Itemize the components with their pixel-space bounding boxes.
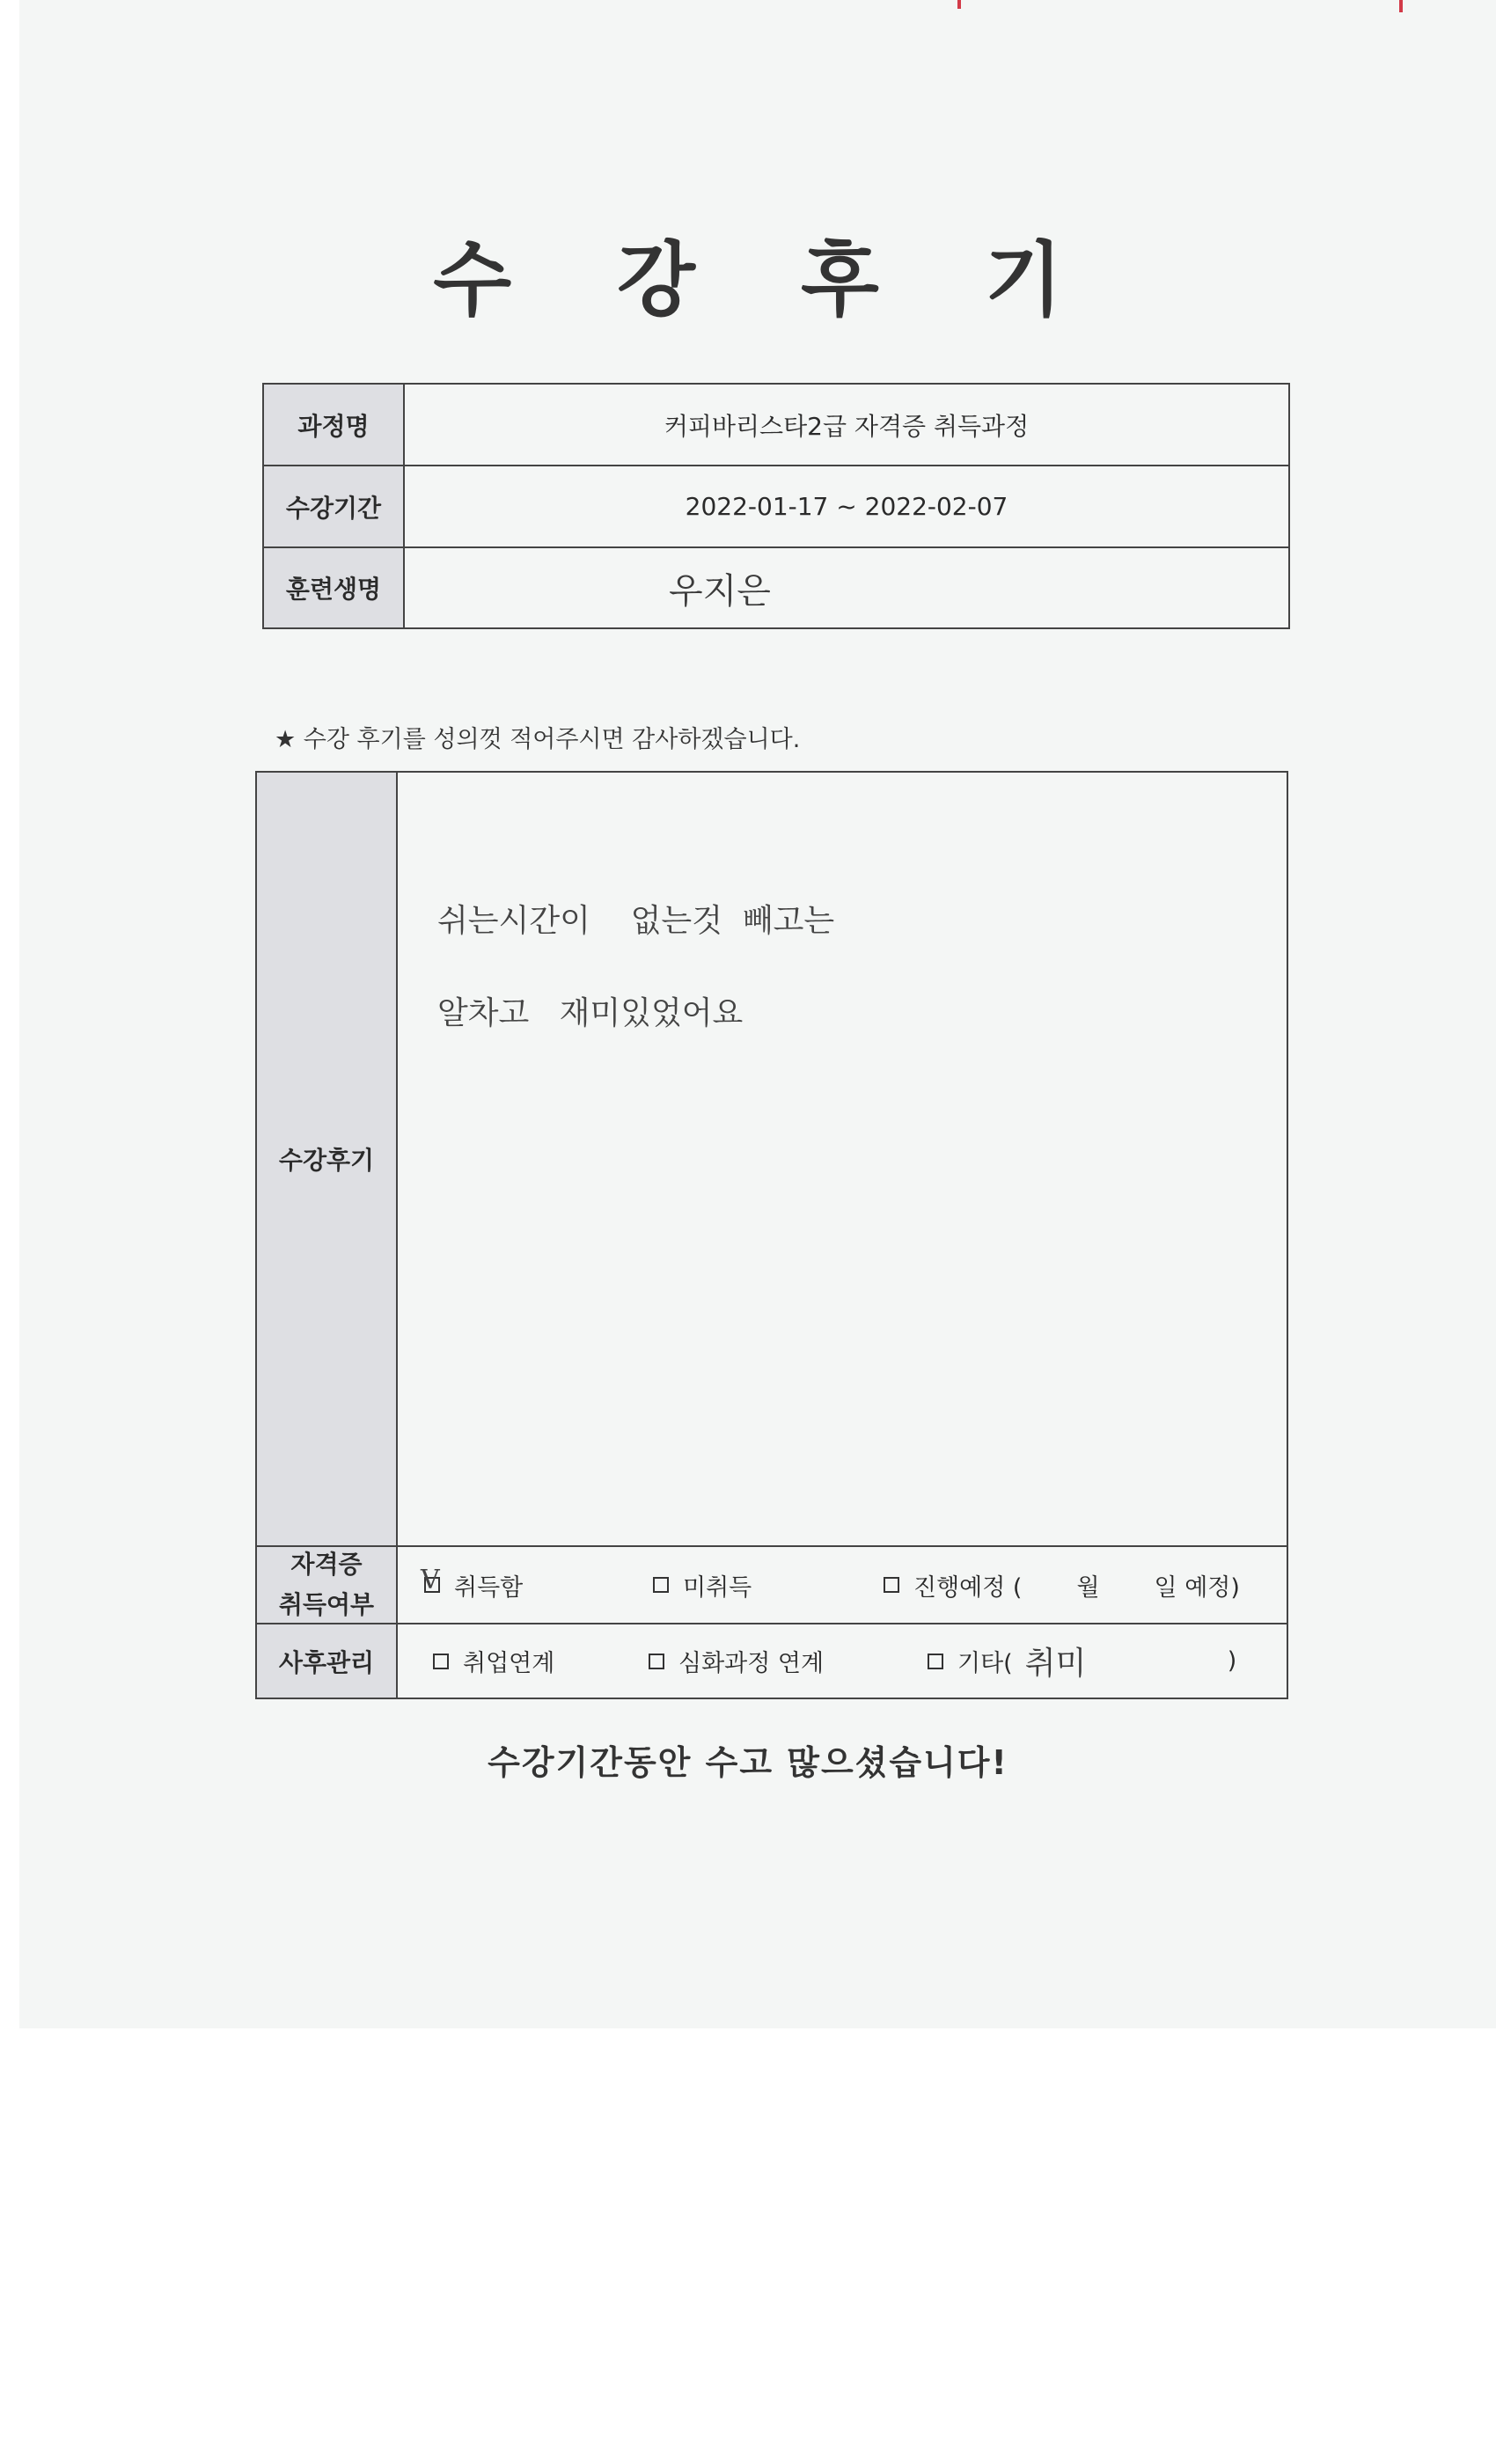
option-not-acquired[interactable] — [653, 1568, 884, 1602]
option-other-prefix: 기타( — [957, 1650, 1013, 1677]
option-advanced-course[interactable] — [649, 1644, 928, 1678]
edge-mark — [1399, 0, 1403, 12]
option-acquired[interactable] — [421, 1565, 653, 1602]
review-form — [255, 771, 1288, 1699]
course-label: 과정명 — [264, 385, 405, 466]
checkbox-other[interactable] — [928, 1654, 943, 1669]
checkbox-acquired[interactable] — [421, 1565, 440, 1595]
trainee-name-handwritten: 우지은 — [669, 570, 771, 612]
option-not-acquired-label: 미취득 — [683, 1573, 752, 1602]
trainee-name-cell — [405, 548, 1288, 627]
option-other-suffix: ) — [1227, 1647, 1237, 1675]
period-label: 수강기간 — [264, 466, 405, 548]
option-in-progress-prefix: 진행예정 ( — [913, 1573, 1023, 1602]
option-other[interactable] — [928, 1639, 1236, 1683]
review-label: 수강후기 — [257, 773, 398, 1547]
course-value: 커피바리스타2급 자격증 취득과정 — [405, 385, 1288, 466]
review-line-1: 쉬는시간이 없는것 빼고는 — [437, 903, 835, 939]
notice-text: ★ 수강 후기를 성의껏 적어주시면 감사하겠습니다. — [275, 726, 801, 753]
option-acquired-label: 취득함 — [454, 1573, 524, 1602]
option-in-progress-month: 월 — [1076, 1573, 1100, 1602]
trainee-label: 훈련생명 — [264, 548, 405, 627]
check-mark: V — [421, 1565, 440, 1595]
option-other-handwritten: 취미 — [1024, 1646, 1087, 1682]
option-employment[interactable] — [433, 1644, 649, 1678]
certificate-options — [398, 1547, 1287, 1624]
certificate-label — [257, 1547, 398, 1624]
period-value: 2022-01-17 ~ 2022-02-07 — [405, 466, 1288, 548]
aftercare-options — [398, 1624, 1287, 1698]
checkbox-in-progress[interactable] — [884, 1577, 899, 1593]
aftercare-label: 사후관리 — [257, 1624, 398, 1698]
option-employment-label: 취업연계 — [463, 1650, 555, 1677]
page-title: 수 강 후 기 — [433, 233, 1102, 327]
checkbox-advanced-course[interactable] — [649, 1654, 664, 1669]
review-line-2: 알차고 재미있었어요 — [437, 995, 744, 1031]
closing-message: 수강기간동안 수고 많으셨습니다! — [488, 1743, 1008, 1782]
checkbox-employment[interactable] — [433, 1654, 449, 1669]
option-in-progress[interactable] — [884, 1568, 1240, 1602]
course-info-table — [262, 383, 1290, 629]
review-body — [398, 773, 1287, 1547]
certificate-label-line1: 자격증 — [290, 1550, 363, 1579]
certificate-label-line2: 취득여부 — [278, 1590, 375, 1619]
edge-mark — [957, 0, 961, 9]
option-advanced-course-label: 심화과정 연계 — [678, 1650, 825, 1677]
checkbox-not-acquired[interactable] — [653, 1577, 669, 1593]
option-in-progress-day: 일 예정) — [1154, 1573, 1240, 1602]
